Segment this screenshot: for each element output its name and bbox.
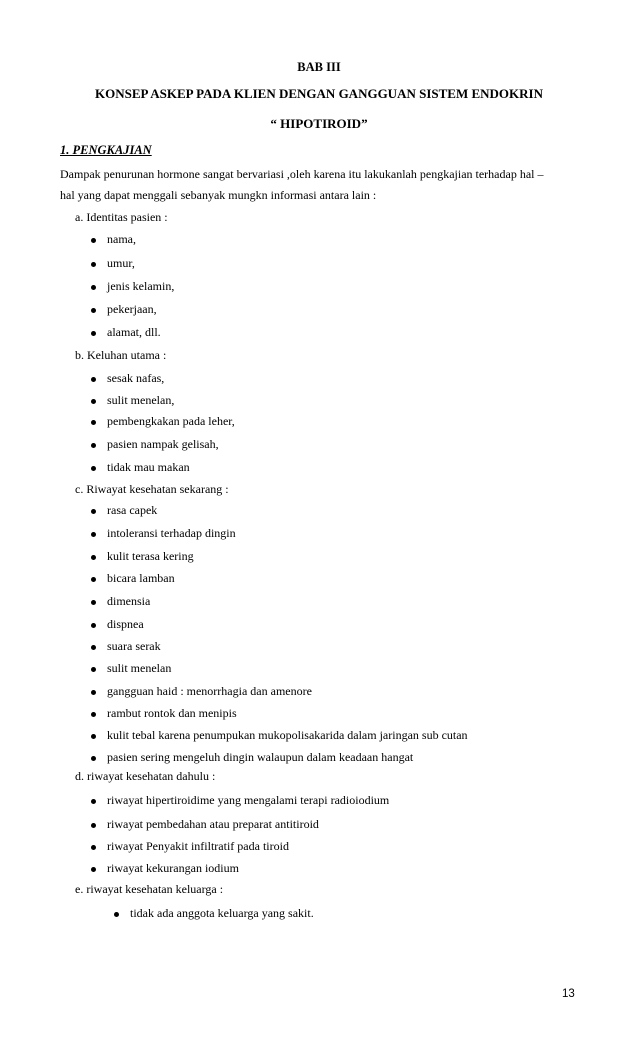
list-item: riwayat kekurangan iodium: [107, 861, 239, 875]
list-item: bicara lamban: [107, 571, 175, 585]
list-item: pembengkakan pada leher,: [107, 414, 235, 428]
bullet-icon: [91, 712, 96, 717]
list-item: riwayat Penyakit infiltratif pada tiroid: [107, 839, 289, 853]
intro-paragraph-line-1: Dampak penurunan hormone sangat bervariasi ,oleh karena itu lakukanlah pengkajian terhadap hal –: [60, 167, 544, 181]
group-label: b. Keluhan utama :: [75, 348, 167, 362]
list-item: suara serak: [107, 639, 161, 653]
bullet-icon: [91, 600, 96, 605]
document-title: KONSEP ASKEP PADA KLIEN DENGAN GANGGUAN SISTEM ENDOKRIN: [95, 86, 543, 101]
list-item: jenis kelamin,: [107, 279, 175, 293]
list-item: dispnea: [107, 617, 144, 631]
bullet-icon: [91, 845, 96, 850]
group-label: e. riwayat kesehatan keluarga :: [75, 882, 224, 896]
bullet-icon: [91, 443, 96, 448]
list-item: pekerjaan,: [107, 302, 157, 316]
bullet-icon: [91, 308, 96, 313]
list-item: sulit menelan: [107, 661, 172, 675]
list-item: alamat, dll.: [107, 325, 161, 339]
list-item: sulit menelan,: [107, 393, 175, 407]
bullet-icon: [91, 756, 96, 761]
group-label: a. Identitas pasien :: [75, 210, 168, 224]
bullet-icon: [91, 466, 96, 471]
bullet-icon: [91, 331, 96, 336]
list-item: tidak mau makan: [107, 460, 190, 474]
bullet-icon: [91, 420, 96, 425]
bullet-icon: [91, 238, 96, 243]
bullet-icon: [91, 509, 96, 514]
list-item: riwayat hipertiroidime yang mengalami terapi radioiodium: [107, 793, 390, 807]
list-item: dimensia: [107, 594, 151, 608]
list-item: pasien nampak gelisah,: [107, 437, 219, 451]
list-item: gangguan haid : menorrhagia dan amenore: [107, 684, 312, 698]
list-item: riwayat pembedahan atau preparat antitiroid: [107, 817, 319, 831]
bullet-icon: [114, 912, 119, 917]
list-item: rasa capek: [107, 503, 158, 517]
bullet-icon: [91, 555, 96, 560]
list-item: umur,: [107, 256, 135, 270]
bullet-icon: [91, 623, 96, 628]
bullet-icon: [91, 734, 96, 739]
group-label: d. riwayat kesehatan dahulu :: [75, 769, 216, 783]
bullet-icon: [91, 577, 96, 582]
list-item: rambut rontok dan menipis: [107, 706, 237, 720]
section-heading: 1. PENGKAJIAN: [60, 143, 152, 157]
bullet-icon: [91, 690, 96, 695]
group-label: c. Riwayat kesehatan sekarang :: [75, 482, 229, 496]
bullet-icon: [91, 262, 96, 267]
bullet-icon: [91, 867, 96, 872]
bullet-icon: [91, 645, 96, 650]
list-item: kulit terasa kering: [107, 549, 194, 563]
bullet-icon: [91, 667, 96, 672]
bullet-icon: [91, 799, 96, 804]
chapter-heading: BAB III: [297, 60, 341, 74]
list-item: kulit tebal karena penumpukan mukopolisakarida dalam jaringan sub cutan: [107, 728, 468, 742]
bullet-icon: [91, 285, 96, 290]
document-subtitle: “ HIPOTIROID”: [270, 116, 368, 131]
intro-paragraph-line-2: hal yang dapat menggali sebanyak mungkn informasi antara lain :: [60, 188, 377, 202]
list-item: tidak ada anggota keluarga yang sakit.: [130, 906, 314, 920]
page-number: 13: [562, 988, 575, 1000]
list-item: pasien sering mengeluh dingin walaupun dalam keadaan hangat: [107, 750, 414, 764]
list-item: intoleransi terhadap dingin: [107, 526, 236, 540]
bullet-icon: [91, 399, 96, 404]
bullet-icon: [91, 377, 96, 382]
list-item: sesak nafas,: [107, 371, 165, 385]
bullet-icon: [91, 532, 96, 537]
bullet-icon: [91, 823, 96, 828]
list-item: nama,: [107, 232, 136, 246]
